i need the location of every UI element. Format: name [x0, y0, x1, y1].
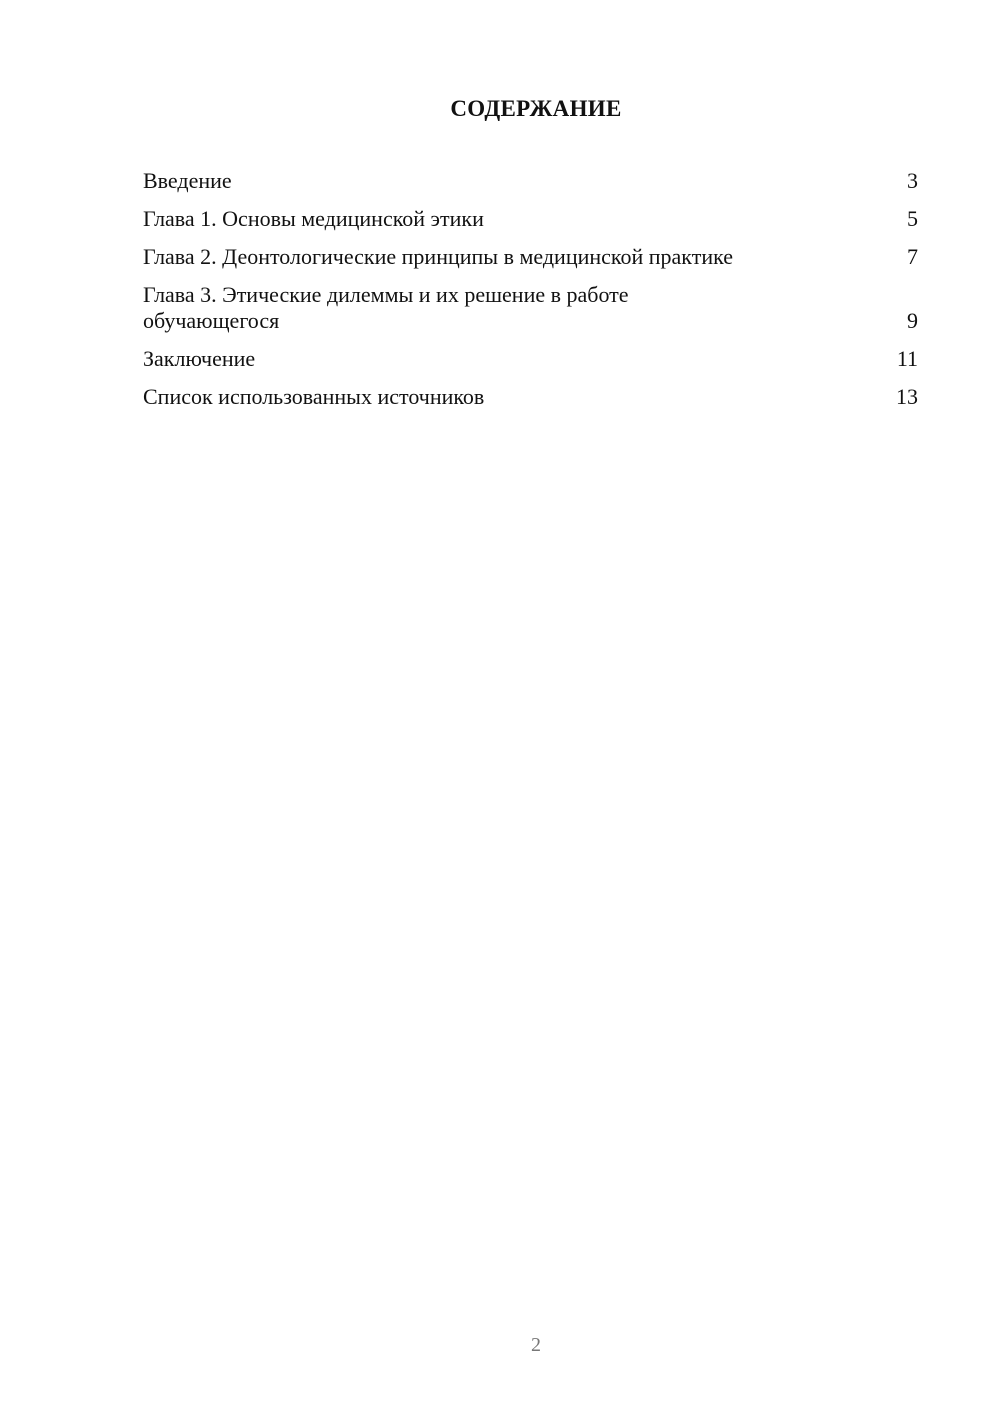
toc-entry-title: Заключение: [143, 346, 256, 371]
toc-entry-page: 5: [907, 206, 918, 231]
toc-entry-page: 3: [907, 168, 918, 193]
toc-entry-title: Глава 3. Этические дилеммы и их решение в работе обучающегося: [143, 282, 629, 333]
toc-entry-title: Список использованных источников: [143, 384, 485, 409]
toc-entry-title: Глава 2. Деонтологические принципы в медицинской практике: [143, 244, 733, 269]
toc-heading: СОДЕРЖАНИЕ: [450, 96, 622, 121]
toc-entry-chapter-3[interactable]: [143, 282, 918, 334]
toc-entry-page: 9: [907, 308, 918, 333]
table-of-contents: [143, 168, 918, 422]
toc-entry-title: Глава 1. Основы медицинской этики: [143, 206, 484, 231]
toc-entry-page: 7: [907, 244, 918, 269]
toc-entry-chapter-1[interactable]: [143, 206, 918, 232]
toc-entry-references[interactable]: [143, 384, 918, 410]
toc-entry-title: Введение: [143, 168, 232, 193]
toc-entry-chapter-2[interactable]: [143, 244, 918, 270]
toc-entry-page: 13: [896, 384, 918, 409]
toc-entry-introduction[interactable]: [143, 168, 918, 194]
toc-entry-conclusion[interactable]: [143, 346, 918, 372]
page-number: 2: [531, 1334, 541, 1356]
toc-entry-page: 11: [896, 346, 918, 371]
